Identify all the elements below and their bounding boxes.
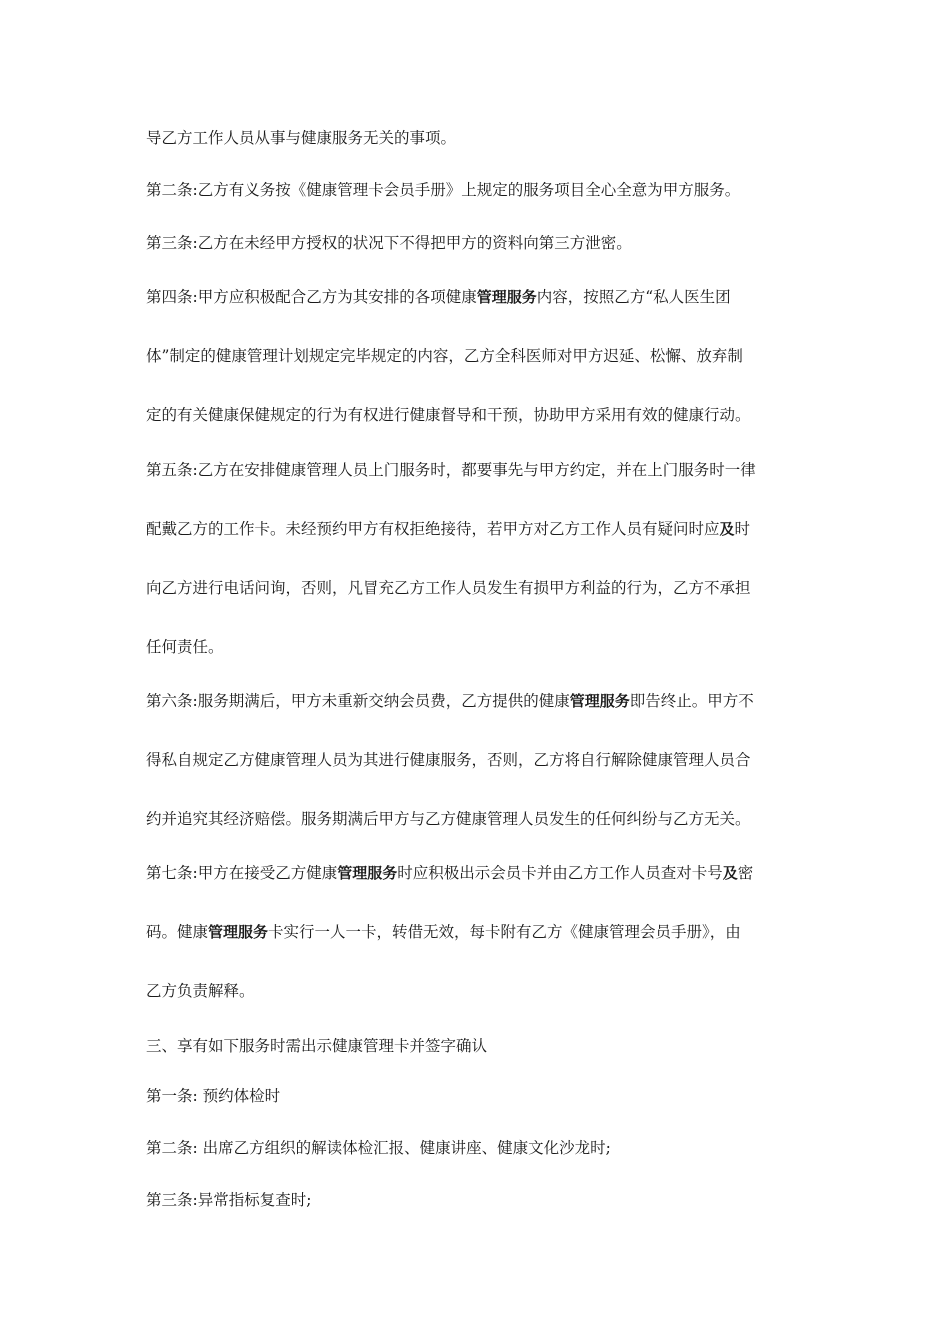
text-line (146, 691, 816, 711)
text-segment: 得私自规定乙方健康管理人员为其进行健康服务，否则，乙方将自行解除健康管理人员合 (146, 751, 751, 769)
text-segment: 体”制定的健康管理计划规定完毕规定的内容，乙方全科医师对甲方迟延、松懈、放弃制 (146, 347, 743, 365)
text-line (146, 863, 816, 883)
text-segment: 向乙方进行电话问询，否则，凡冒充乙方工作人员发生有损甲方利益的行为，乙方不承担 (146, 579, 751, 597)
text-segment: 乙方负责解释。 (146, 982, 255, 1000)
text-line (146, 1138, 816, 1158)
bold-text-segment: 及 (722, 864, 738, 882)
text-segment: 第四条:甲方应积极配合乙方为其安排的各项健康 (146, 288, 477, 306)
text-segment: 第一条: 预约体检时 (146, 1087, 281, 1105)
text-segment: 第二条: 出席乙方组织的解读体检汇报、健康讲座、健康文化沙龙时; (146, 1139, 611, 1157)
text-line (146, 1036, 816, 1056)
text-segment: 第五条:乙方在安排健康管理人员上门服务时，都要事先与甲方约定，并在上门服务时一律 (146, 461, 756, 479)
text-line (146, 578, 816, 598)
text-segment: 定的有关健康保健规定的行为有权进行健康督导和干预，协助甲方采用有效的健康行动。 (146, 406, 751, 424)
text-segment: 密 (737, 864, 754, 882)
text-line (146, 750, 816, 770)
text-segment: 第三条:乙方在未经甲方授权的状况下不得把甲方的资料向第三方泄密。 (146, 234, 632, 252)
text-segment: 卡实行一人一卡，转借无效，每卡附有乙方《健康管理会员手册》，由 (268, 923, 741, 941)
text-segment: 第二条:乙方有义务按《健康管理卡会员手册》上规定的服务项目全心全意为甲方服务。 (146, 181, 741, 199)
text-segment: 码。健康 (146, 923, 209, 941)
text-segment: 内容，按照乙方“私人医生团 (536, 288, 731, 306)
text-segment: 即告终止。甲方不 (629, 692, 754, 710)
text-line (146, 637, 816, 657)
text-line (146, 922, 816, 942)
text-segment: 任何责任。 (146, 638, 224, 656)
text-segment: 约并追究其经济赔偿。服务期满后甲方与乙方健康管理人员发生的任何纠纷与乙方无关。 (146, 810, 751, 828)
text-line (146, 128, 816, 148)
text-line (146, 405, 816, 425)
text-line (146, 981, 816, 1001)
text-line (146, 809, 816, 829)
text-line (146, 1086, 816, 1106)
bold-text-segment: 管理服务 (337, 864, 398, 882)
text-segment: 时应积极出示会员卡并由乙方工作人员查对卡号 (397, 864, 723, 882)
bold-text-segment: 管理服务 (569, 692, 630, 710)
bold-text-segment: 管理服务 (208, 923, 269, 941)
text-segment: 第七条:甲方在接受乙方健康 (146, 864, 338, 882)
text-segment: 三、享有如下服务时需出示健康管理卡并签字确认 (146, 1037, 488, 1055)
text-line (146, 519, 816, 539)
bold-text-segment: 及 (719, 520, 735, 538)
bold-text-segment: 管理服务 (476, 288, 537, 306)
text-line (146, 287, 816, 307)
text-segment: 第六条:服务期满后，甲方未重新交纳会员费，乙方提供的健康 (146, 692, 570, 710)
text-segment: 时 (734, 520, 751, 538)
text-line (146, 460, 816, 480)
text-line (146, 180, 816, 200)
text-line (146, 346, 816, 366)
text-segment: 配戴乙方的工作卡。未经预约甲方有权拒绝接待，若甲方对乙方工作人员有疑问时应 (146, 520, 720, 538)
text-line (146, 233, 816, 253)
text-line (146, 1190, 816, 1210)
text-segment: 导乙方工作人员从事与健康服务无关的事项。 (146, 129, 457, 147)
text-segment: 第三条:异常指标复查时; (146, 1191, 312, 1209)
